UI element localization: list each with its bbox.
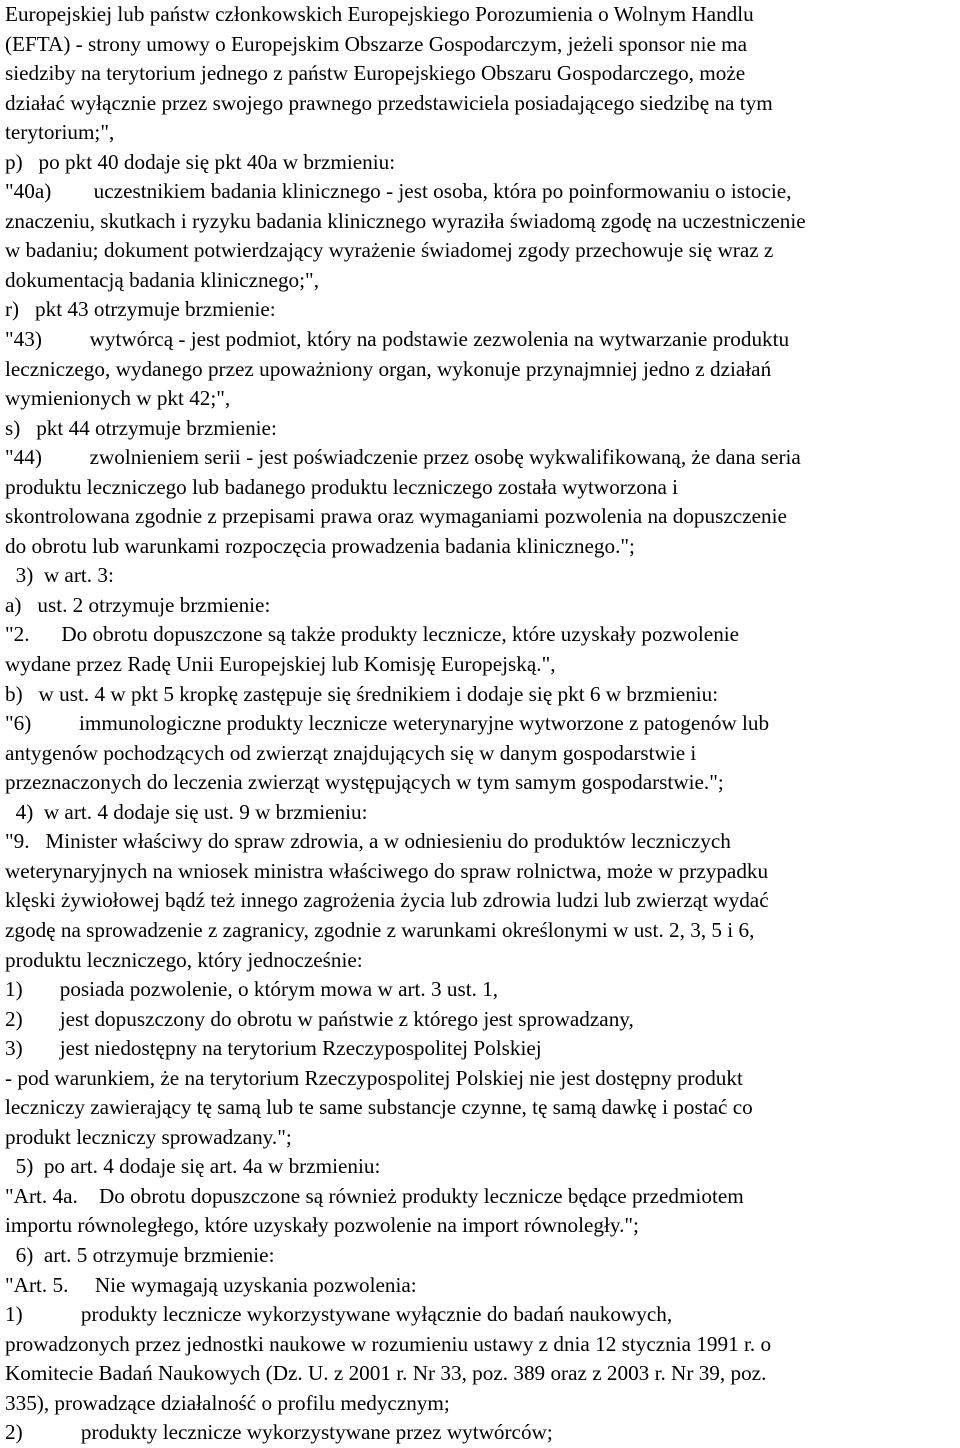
text-line: p) po pkt 40 dodaje się pkt 40a w brzmieniu: — [5, 149, 396, 174]
text-line: klęski żywiołowej bądź też innego zagrożenia życia lub zdrowia ludzi lub zwierząt wydać — [5, 888, 769, 913]
text-line: wymienionych w pkt 42;", — [5, 386, 231, 411]
text-line: s) pkt 44 otrzymuje brzmienie: — [5, 415, 277, 440]
text-line: "6) immunologiczne produkty lecznicze weterynaryjne wytworzone z patogenów lub — [5, 711, 770, 736]
text-line: leczniczego, wydanego przez upoważniony organ, wykonuje przynajmniej jedno z działań — [5, 356, 772, 381]
text-line: "Art. 4a. Do obrotu dopuszczone są również produkty lecznicze będące przedmiotem — [5, 1183, 744, 1208]
text-line: (EFTA) - strony umowy o Europejskim Obszarze Gospodarczym, jeżeli sponsor nie ma — [5, 31, 748, 56]
text-line: prowadzonych przez jednostki naukowe w rozumieniu ustawy z dnia 12 stycznia 1991 r. o — [5, 1331, 772, 1356]
text-line: przeznaczonych do leczenia zwierząt występujących w tym samym gospodarstwie."; — [5, 770, 724, 795]
text-line: 6) art. 5 otrzymuje brzmienie: — [5, 1242, 275, 1267]
text-line: działać wyłącznie przez swojego prawnego przedstawiciela posiadającego siedzibę na tym — [5, 90, 773, 115]
text-line: "44) zwolnieniem serii - jest poświadczenie przez osobę wykwalifikowaną, że dana seria — [5, 445, 801, 470]
text-line: skontrolowana zgodnie z przepisami prawa oraz wymaganiami pozwolenia na dopuszczenie — [5, 504, 787, 529]
text-line: 5) po art. 4 dodaje się art. 4a w brzmieniu: — [5, 1154, 381, 1179]
text-line: 1) produkty lecznicze wykorzystywane wyłącznie do badań naukowych, — [5, 1302, 673, 1327]
text-line: siedziby na terytorium jednego z państw Europejskiego Obszaru Gospodarczego, może — [5, 61, 746, 86]
text-line: a) ust. 2 otrzymuje brzmienie: — [5, 592, 271, 617]
text-line: 335), prowadzące działalność o profilu medycznym; — [5, 1390, 450, 1415]
text-line: - pod warunkiem, że na terytorium Rzeczypospolitej Polskiej nie jest dostępny produkt — [5, 1065, 743, 1090]
text-line: "9. Minister właściwy do spraw zdrowia, a w odniesieniu do produktów leczniczych — [5, 829, 731, 854]
text-line: 2) produkty lecznicze wykorzystywane przez wytwórców; — [5, 1420, 553, 1445]
text-line: antygenów pochodzących od zwierząt znajdujących się w danym gospodarstwie i — [5, 740, 697, 765]
text-line: produkt leczniczy sprowadzany."; — [5, 1124, 292, 1149]
text-line: leczniczy zawierający tę samą lub te same substancje czynne, tę samą dawkę i postać co — [5, 1095, 753, 1120]
text-line: do obrotu lub warunkami rozpoczęcia prowadzenia badania klinicznego."; — [5, 533, 635, 558]
text-line: importu równoległego, które uzyskały pozwolenie na import równoległy."; — [5, 1213, 639, 1238]
text-line: "Art. 5. Nie wymagają uzyskania pozwolenia: — [5, 1272, 417, 1297]
document-page — [5, 0, 957, 1448]
text-line: wydane przez Radę Unii Europejskiej lub Komisję Europejską.", — [5, 652, 556, 677]
text-line: weterynaryjnych na wniosek ministra właściwego do spraw rolnictwa, może w przypadku — [5, 858, 769, 883]
text-line: produktu leczniczego lub badanego produktu leczniczego została wytworzona i — [5, 474, 679, 499]
text-line: 3) jest niedostępny na terytorium Rzeczypospolitej Polskiej — [5, 1036, 542, 1061]
text-line: Komitecie Badań Naukowych (Dz. U. z 2001 r. Nr 33, poz. 389 oraz z 2003 r. Nr 39, poz. — [5, 1361, 767, 1386]
text-line: dokumentacją badania klinicznego;", — [5, 267, 319, 292]
text-line: "2. Do obrotu dopuszczone są także produkty lecznicze, które uzyskały pozwolenie — [5, 622, 740, 647]
text-line: Europejskiej lub państw członkowskich Europejskiego Porozumienia o Wolnym Handlu — [5, 2, 754, 26]
text-line: w badaniu; dokument potwierdzający wyrażenie świadomej zgody przechowuje się wraz z — [5, 238, 774, 263]
text-line: terytorium;", — [5, 120, 115, 145]
text-line: 3) w art. 3: — [5, 563, 114, 588]
text-line: "40a) uczestnikiem badania klinicznego - jest osoba, która po poinformowaniu o istocie, — [5, 179, 792, 204]
text-line: 1) posiada pozwolenie, o którym mowa w art. 3 ust. 1, — [5, 977, 499, 1002]
text-line: b) w ust. 4 w pkt 5 kropkę zastępuje się średnikiem i dodaje się pkt 6 w brzmieniu: — [5, 681, 719, 706]
text-line: 2) jest dopuszczony do obrotu w państwie z którego jest sprowadzany, — [5, 1006, 634, 1031]
text-line: 4) w art. 4 dodaje się ust. 9 w brzmieniu: — [5, 799, 368, 824]
text-line: "43) wytwórcą - jest podmiot, który na podstawie zezwolenia na wytwarzanie produktu — [5, 327, 790, 352]
text-line: produktu leczniczego, który jednocześnie: — [5, 947, 363, 972]
text-line: r) pkt 43 otrzymuje brzmienie: — [5, 297, 276, 322]
text-line: znaczeniu, skutkach i ryzyku badania klinicznego wyraziła świadomą zgodę na uczestniczenie — [5, 208, 806, 233]
text-line: zgodę na sprowadzenie z zagranicy, zgodnie z warunkami określonymi w ust. 2, 3, 5 i 6, — [5, 917, 755, 942]
